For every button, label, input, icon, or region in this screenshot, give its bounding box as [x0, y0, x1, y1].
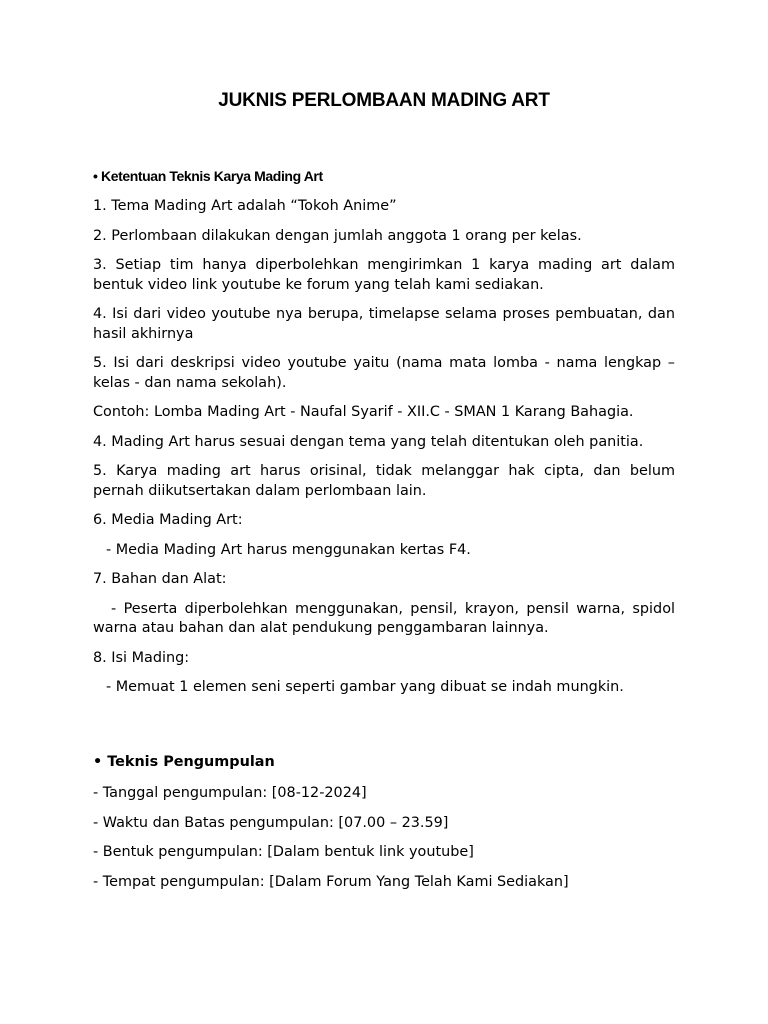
paragraph: 2. Perlombaan dilakukan dengan jumlah anggota 1 orang per kelas. [93, 227, 582, 244]
paragraph: 5. Karya mading art harus orisinal, tidak melanggar hak cipta, dan belum pernah diikutsertakan dalam perlombaan lain. [93, 463, 675, 499]
section-body-pengumpulan [93, 784, 675, 902]
paragraph: 8. Isi Mading: [93, 649, 190, 666]
paragraph: 5. Isi dari deskripsi video youtube yaitu (nama mata lomba - nama lengkap – kelas - dan nama sekolah). [93, 355, 675, 391]
paragraph: 3. Setiap tim hanya diperbolehkan mengirimkan 1 karya mading art dalam bentuk video link youtube ke forum yang telah kami sediakan. [93, 257, 675, 293]
paragraph: 4. Isi dari video youtube nya berupa, timelapse selama proses pembuatan, dan hasil akhirnya [93, 306, 675, 342]
paragraph-indented: - Media Mading Art harus menggunakan kertas F4. [106, 541, 471, 558]
list-item: - Tempat pengumpulan: [Dalam Forum Yang Telah Kami Sediakan] [93, 873, 569, 890]
paragraph-indented: - Peserta diperbolehkan menggunakan, pensil, krayon, pensil warna, spidol warna atau bahan dan alat pendukung penggambaran lainnya. [93, 600, 675, 636]
paragraph: 7. Bahan dan Alat: [93, 571, 227, 587]
section-heading-pengumpulan: • Teknis Pengumpulan [93, 754, 275, 770]
list-item: - Tanggal pengumpulan: [08-12-2024] [93, 785, 367, 801]
paragraph: Contoh: Lomba Mading Art - Naufal Syarif - XII.C - SMAN 1 Karang Bahagia. [93, 404, 634, 420]
list-item: - Waktu dan Batas pengumpulan: [07.00 – 23.59] [93, 814, 449, 831]
paragraph-indented: - Memuat 1 elemen seni seperti gambar yang dibuat se indah mungkin. [106, 679, 624, 695]
paragraph: 1. Tema Mading Art adalah “Tokoh Anime” [93, 198, 397, 214]
section-heading-ketentuan: • Ketentuan Teknis Karya Mading Art [93, 168, 323, 184]
list-item: - Bentuk pengumpulan: [Dalam bentuk link youtube] [93, 844, 474, 860]
paragraph: 6. Media Mading Art: [93, 512, 243, 528]
section-body-ketentuan [93, 197, 675, 708]
paragraph: 4. Mading Art harus sesuai dengan tema yang telah ditentukan oleh panitia. [93, 433, 644, 450]
document-title: JUKNIS PERLOMBAAN MADING ART [218, 90, 550, 111]
document-page [93, 0, 675, 1024]
